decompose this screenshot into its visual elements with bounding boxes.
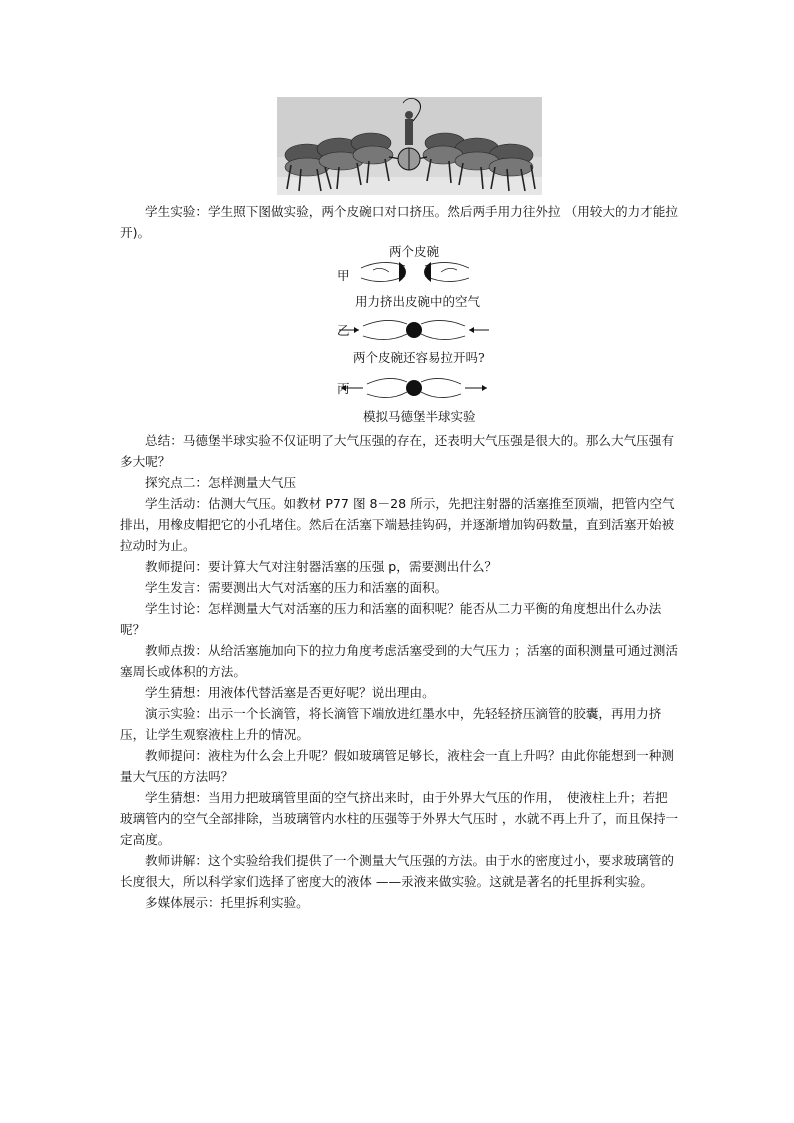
magdeburg-horses-illustration — [277, 97, 542, 195]
lesson-body — [120, 430, 680, 913]
paragraph-teacher-explain: 教师讲解：这个实验给我们提供了一个测量大气压强的方法。由于水的密度过小，要求玻璃管的长度很大，所以科学家们选择了密度大的液体 ——汞液来做实验。这就是著名的托里拆利实验。 — [120, 853, 674, 889]
paragraph-inquiry-two: 探究点二：怎样测量大气压 — [145, 475, 297, 490]
suction-cup-diagram — [333, 244, 495, 426]
caption-simulate-magdeburg: 模拟马德堡半球实验 — [363, 409, 476, 424]
paragraph-teacher-question-1: 教师提问：要计算大气对注射器活塞的压强 p，需要测出什么？ — [145, 559, 498, 574]
caption-two-cups: 两个皮碗 — [389, 244, 440, 259]
caption-easy-to-pull: 两个皮碗还容易拉开吗? — [353, 350, 485, 365]
paragraph-demo-experiment: 演示实验：出示一个长滴管，将长滴管下端放进红墨水中，先轻轻挤压滴管的胶囊，再用力挤压，让学生观察液柱上升的情况。 — [120, 706, 662, 742]
paragraph-text: 学生实验：学生照下图做实验，两个皮碗口对口挤压。然后两手用力往外拉 （用较大的力才能拉开)。 — [120, 204, 678, 240]
paragraph-student-guess-1: 学生猜想：用液体代替活塞是否更好呢？说出理由。 — [145, 685, 435, 700]
label-jia: 甲 — [337, 268, 350, 283]
caption-squeeze-air: 用力挤出皮碗中的空气 — [355, 294, 481, 309]
label-bing: 丙 — [337, 381, 350, 396]
paragraph-teacher-question-2: 教师提问：液柱为什么会上升呢？假如玻璃管足够长，液柱会一直上升吗？由此你能想到一种测量大气压的方法吗？ — [120, 748, 674, 784]
paragraph-multimedia: 多媒体展示：托里拆利实验。 — [145, 895, 309, 910]
paragraph-student-activity: 学生活动：估测大气压。如教材 P77 图 8－28 所示，先把注射器的活塞推至顶端，把管内空气排出，用橡皮帽把它的小孔堵住。然后在活塞下端悬挂钩码，并逐渐增加钩码数量，直到活塞开始被拉动时为止。 — [120, 496, 675, 553]
paragraph-student-discussion: 学生讨论：怎样测量大气对活塞的压力和活塞的面积呢？能否从二力平衡的角度想出什么办法呢？ — [120, 601, 662, 637]
paragraph-student-answer: 学生发言：需要测出大气对活塞的压力和活塞的面积。 — [145, 580, 448, 595]
paragraph-summary: 总结：马德堡半球实验不仅证明了大气压强的存在，还表明大气压强是很大的。那么大气压强有多大呢？ — [120, 433, 674, 469]
paragraph-teacher-hint: 教师点拨：从给活塞施加向下的拉力角度考虑活塞受到的大气压力 ；活塞的面积测量可通过测活塞周长或体积的方法。 — [120, 643, 678, 679]
paragraph-student-experiment — [120, 201, 680, 243]
label-yi: 乙 — [337, 323, 350, 338]
row-bing-drawing — [341, 378, 487, 397]
paragraph-student-guess-2: 学生猜想：当用力把玻璃管里面的空气挤出来时，由于外界大气压的作用， 使液柱上升；若把玻璃管内的空气全部排除，当玻璃管内水柱的压强等于外界大气压时 ，水就不再上升了，而且保持一定高度。 — [120, 790, 679, 847]
row-yi-drawing — [339, 320, 489, 339]
row-jia-drawing — [361, 262, 469, 282]
